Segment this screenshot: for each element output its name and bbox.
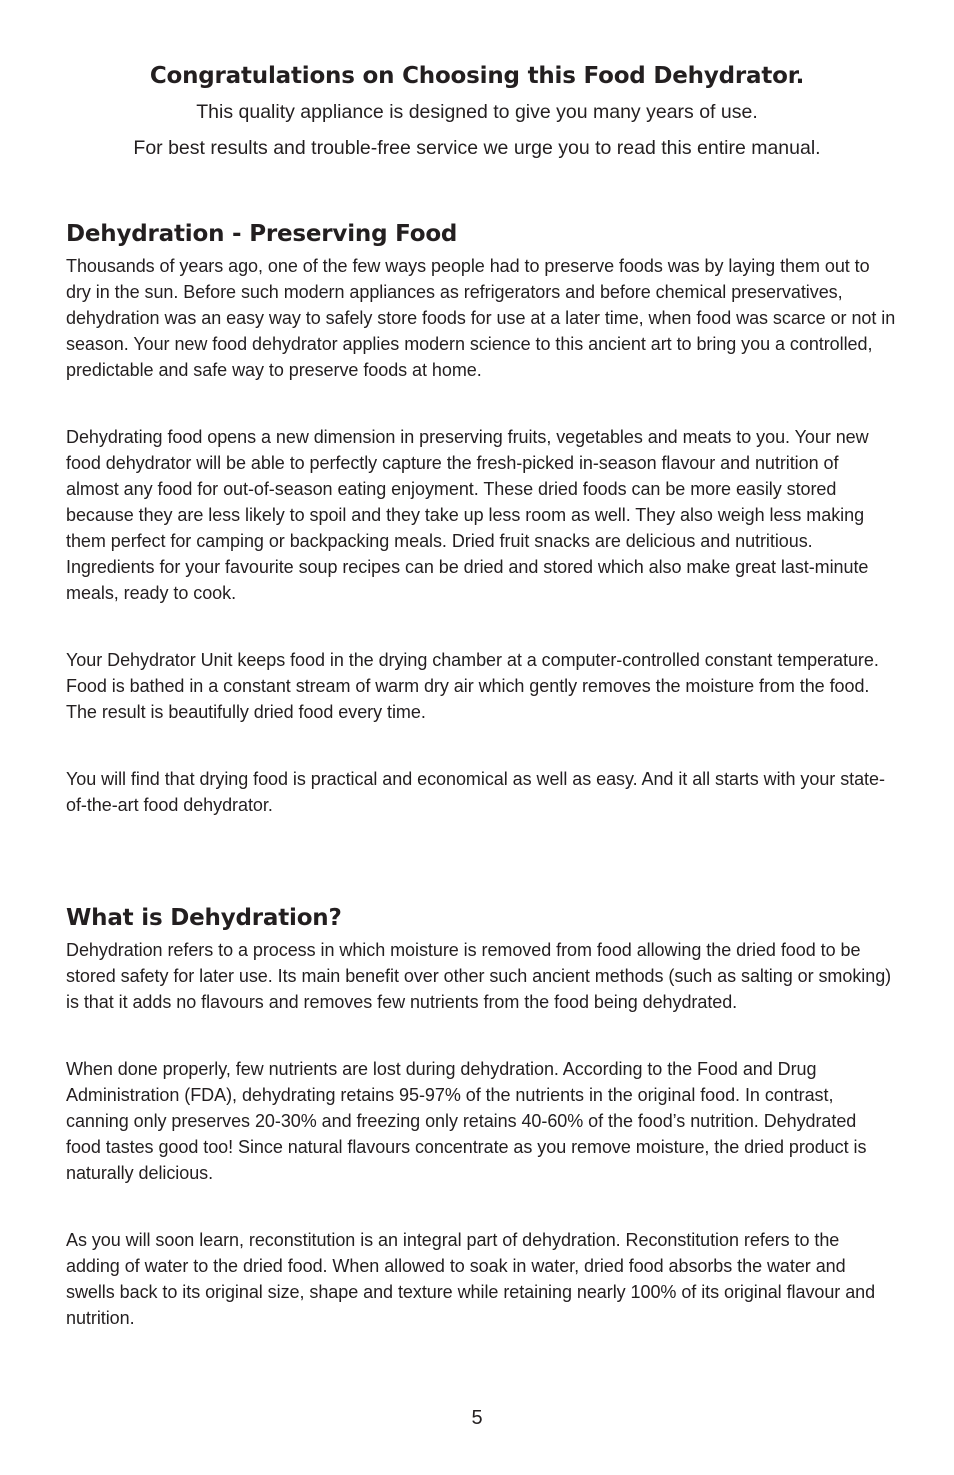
paragraph: Thousands of years ago, one of the few ways people had to preserve foods was by laying them out to dry in the sun. Before such modern appliances as refrigerators and before chemical preservatives, dehydration was an easy way to safely store foods for use at a later time, when food was scarce or not in season. Your new food dehydrator applies modern science to this ancient art to bring you a controlled, predictable and safe way to preserve foods at home. [66, 256, 896, 380]
intro-block [0, 58, 954, 166]
intro-line-2: For best results and trouble-free service we urge you to read this entire manual. [133, 137, 821, 159]
section-heading: Dehydration - Preserving Food [66, 221, 458, 247]
section-preserving-food [66, 219, 896, 818]
section-what-is-dehydration [66, 903, 896, 1331]
section-heading: What is Dehydration? [66, 905, 342, 931]
paragraph: As you will soon learn, reconstitution is an integral part of dehydration. Reconstitution refers to the adding of water to the dried food. When allowed to soak in water, dried food absorbs the water and swells back to its original size, shape and texture while retaining nearly 100% of its original flavour and nutrition. [66, 1230, 876, 1328]
paragraph: When done properly, few nutrients are lost during dehydration. According to the Food and Drug Administration (FDA), dehydrating retains 95-97% of the nutrients in the original food. In contrast, canning only preserves 20-30% and freezing only retains 40-60% of the food’s nutrition. Dehydrated food tastes good too! Since natural flavours concentrate as you remove moisture, the dried product is naturally delicious. [66, 1059, 867, 1183]
paragraph: You will find that drying food is practical and economical as well as easy. And it all starts with your state-of-the-art food dehydrator. [66, 769, 885, 815]
intro-line-1: This quality appliance is designed to give you many years of use. [196, 101, 758, 123]
page-title: Congratulations on Choosing this Food Dehydrator. [149, 63, 805, 89]
paragraph: Your Dehydrator Unit keeps food in the drying chamber at a computer-controlled constant temperature. Food is bathed in a constant stream of warm dry air which gently removes the moisture from the food. The result is beautifully dried food every time. [66, 650, 879, 722]
paragraph: Dehydration refers to a process in which moisture is removed from food allowing the dried food to be stored safety for later use. Its main benefit over other such ancient methods (such as salting or smoking) is that it adds no flavours and removes few nutrients from the food being dehydrated. [66, 940, 892, 1012]
page-number: 5 [471, 1407, 483, 1429]
paragraph: Dehydrating food opens a new dimension in preserving fruits, vegetables and meats to you. Your new food dehydrator will be able to perfectly capture the fresh-picked in-season flavour and nutrition of almost any food for out-of-season eating enjoyment. These dried foods can be more easily stored because they are less likely to spoil and they take up less room as well. They also weigh less making them perfect for camping or backpacking meals. Dried fruit snacks are delicious and nutritious. Ingredients for your favourite soup recipes can be dried and stored which also make great last-minute meals, ready to cook. [66, 427, 869, 603]
